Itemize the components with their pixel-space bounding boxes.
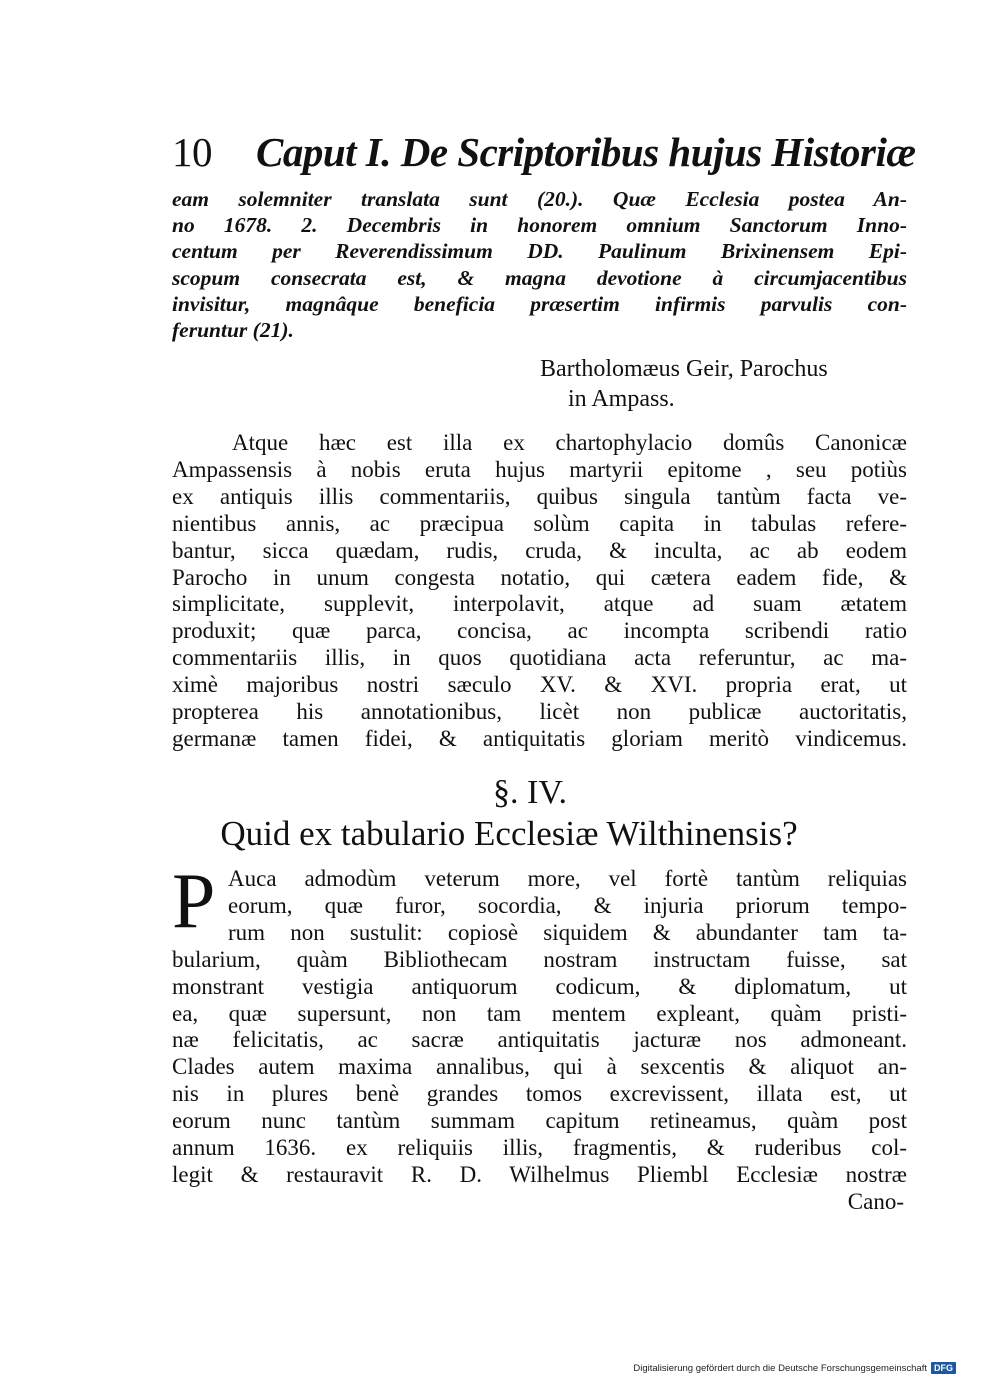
catchword: Cano- (847, 1189, 904, 1214)
text-line: ex antiquis illis commentariis, quibus singula tantùm facta ve- (172, 483, 907, 509)
text-line: germanæ tamen fidei, & antiquitatis gloriam meritò vindicemus. (172, 725, 907, 751)
text-line: feruntur (21). (172, 318, 294, 343)
paragraph-2 (172, 866, 907, 1189)
text-line: centum per Reverendissimum DD. Paulinum Brixinensem Epi- (172, 239, 907, 264)
text-line: propterea his annotationibus, licèt non publicæ auctoritatis, (172, 699, 907, 725)
text-line: bantur, sicca quædam, rudis, cruda, & inculta, ac ab eodem (172, 537, 907, 563)
text-line: Ampassensis à nobis eruta hujus martyrii epitome , seu potiùs (172, 456, 907, 482)
text-line: Atque hæc est illa ex chartophylacio domûs Canonicæ (232, 430, 907, 455)
section-title: Quid ex tabulario Ecclesiæ Wilthinensis? (220, 814, 798, 853)
text-line: nis in plures benè grandes tomos excrevissent, illata est, ut (172, 1081, 907, 1107)
text-line: commentariis illis, in quos quotidiana acta referuntur, ac ma- (172, 645, 907, 671)
text-line: eorum nunc tantùm summam capitum retineamus, quàm post (172, 1108, 907, 1134)
signature-place: in Ampass. (568, 386, 675, 412)
text-line: Auca admodùm veterum more, vel fortè tantùm reliquias (228, 866, 907, 891)
text-line: bularium, quàm Bibliothecam nostram instructam fuisse, sat (172, 946, 907, 972)
signature (540, 354, 828, 414)
italic-quotation (172, 186, 907, 343)
paragraph-1 (172, 430, 907, 753)
text-line: no 1678. 2. Decembris in honorem omnium Sanctorum Inno- (172, 213, 907, 238)
text-line: eam solemniter translata sunt (20.). Quæ Ecclesia postea An- (172, 187, 907, 211)
page-number: 10 (172, 129, 212, 175)
text-line: legit & restauravit R. D. Wilhelmus Pliembl Ecclesiæ nostræ (172, 1161, 907, 1187)
text-line: næ felicitatis, ac sacræ antiquitatis jacturæ nos admoneant. (172, 1027, 907, 1053)
text-line: Parocho in unum congesta notatio, qui cætera eadem fide, & (172, 564, 907, 590)
text-line: Clades autem maxima annalibus, qui à sexcentis & aliquot an- (172, 1054, 907, 1080)
text-line: produxit; quæ parca, concisa, ac incompta scribendi ratio (172, 618, 907, 644)
credit-text: Digitalisierung gefördert durch die Deutsche Forschungsgemeinschaft (633, 1362, 927, 1374)
text-line: monstrant vestigia antiquorum codicum, & diplomatum, ut (172, 973, 907, 999)
page-header (172, 128, 916, 188)
running-title: Caput I. De Scriptoribus hujus Historiæ (256, 129, 916, 175)
text-line: nientibus annis, ac præcipua solùm capita in tabulas refere- (172, 510, 907, 536)
digitization-credit (633, 1362, 956, 1374)
section-number: §. IV. (493, 774, 567, 811)
text-line: ximè majoribus nostri sæculo XV. & XVI. propria erat, ut (172, 672, 907, 698)
text-line: annum 1636. ex reliquiis illis, fragmentis, & ruderibus col- (172, 1135, 907, 1161)
text-line: rum non sustulit: copiosè siquidem & abundanter tam ta- (228, 919, 907, 945)
text-line: ea, quæ supersunt, non tam mentem expleant, quàm pristi- (172, 1000, 907, 1026)
text-line: scopum consecrata est, & magna devotione à circumjacentibus (172, 265, 907, 290)
dfg-logo: DFG (931, 1362, 956, 1374)
signature-name: Bartholomæus Geir, Parochus (540, 356, 828, 382)
text-line: invisitur, magnâque beneficia præsertim infirmis parvulis con- (172, 291, 907, 316)
text-line: simplicitate, supplevit, interpolavit, atque ad suam ætatem (172, 591, 907, 617)
text-line: eorum, quæ furor, socordia, & injuria priorum tempo- (228, 892, 907, 918)
drop-cap: P (172, 857, 216, 944)
